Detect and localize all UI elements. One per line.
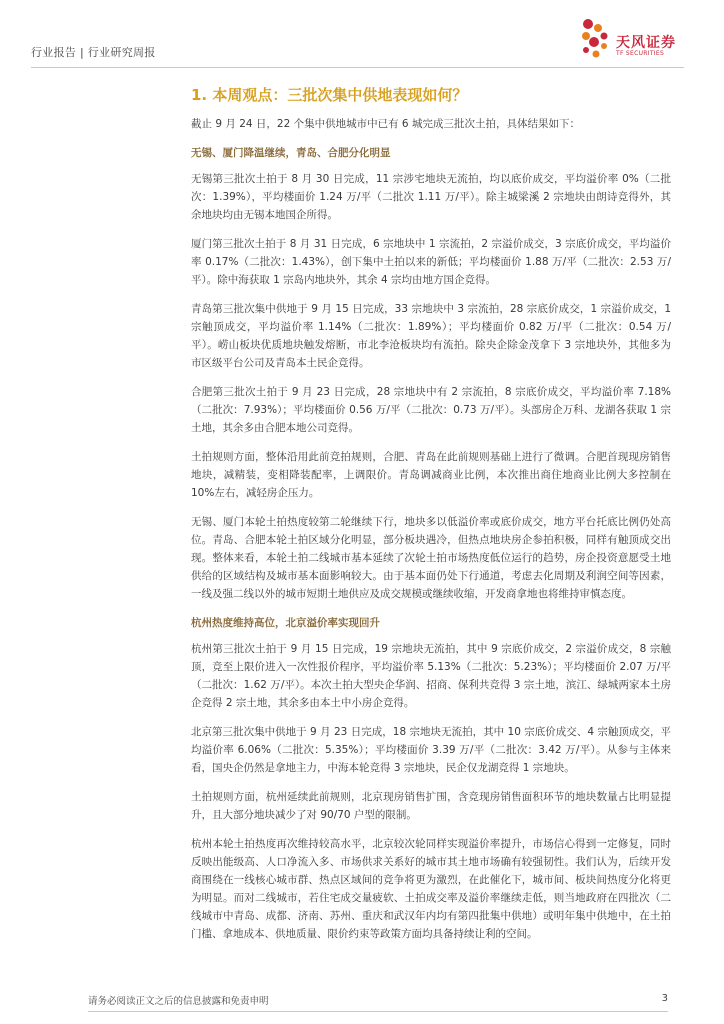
paragraph: 截止 9 月 24 日，22 个集中供地城市中已有 6 城完成三批次土拍，具体结果如下： xyxy=(191,118,580,130)
section-title: 1. 本周观点：三批次集中供地表现如何？ xyxy=(191,86,468,104)
footer-disclaimer: 请务必阅读正文之后的信息披露和免责申明 xyxy=(88,996,269,1007)
header-divider xyxy=(31,67,684,68)
paragraph: 土拍规则方面，整体沿用此前竞拍规则，合肥、青岛在此前规则基础上进行了微调。合肥首现现房销售地块，减精装，变相降装配率，上调限价。青岛调减商业比例，本次推出商住地商业比例大多控制在 10%左右，减轻房企压力。 xyxy=(191,451,671,499)
paragraph: 青岛第三批次集中供地于 9 月 15 日完成，33 宗地块中 3 宗流拍，28 宗底价成交，1 宗溢价成交，1 宗触顶成交，平均溢价率 1.14%（二批次：1.89%）；平均楼面价 0.82 万/平（二批次：0.54 万/平）。崂山板块优质地块触发熔断，市北李沧板块均有流拍。除央企除金茂拿下 3 宗地块外，其他多为市区级平台公司及青岛本土民企竞得。 xyxy=(191,303,671,369)
paragraph: 北京第三批次集中供地于 9 月 23 日完成，18 宗地块无流拍，其中 10 宗底价成交、4 宗触顶成交，平均溢价率 6.06%（二批次：5.35%）；平均楼面价 3.39 万/平（二批次：3.42 万/平）。从参与主体来看，国央企仍然是拿地主力，中海本轮竞得 3 宗地块，民企仅龙湖竞得 1 宗地块。 xyxy=(191,726,671,774)
paragraph: 杭州本轮土拍热度再次维持较高水平，北京较次轮同样实现溢价率提升，市场信心得到一定修复，同时反映出能级高、人口净流入多、市场供求关系好的城市其土地市场确有较强韧性。我们认为，后续开发商围绕在一线核心城市群、热点区域间的竞争将更为激烈，在此催化下，城市间、板块间热度分化将更为明显。而对二线城市，若住宅成交量疲软、土拍成交率及溢价率继续走低，则当地政府在四批次（二线城市中青岛、成都、济南、苏州、重庆和武汉年内均有第四批集中供地）或明年集中供地中，在土拍门槛、拿地成本、供地质量、限价约束等政策方面均具备持续让利的空间。 xyxy=(191,838,671,940)
paragraph-list xyxy=(191,115,671,943)
paragraph: 杭州第三批次土拍于 9 月 15 日完成，19 宗地块无流拍，其中 9 宗底价成交，2 宗溢价成交，8 宗触顶，竞至上限价进入一次性报价程序，平均溢价率 5.13%（二批次：5.23%）；平均楼面价 2.07 万/平（二批次：1.62 万/平）。本次土拍大型央企华润、招商、保利共竞得 3 宗土地，滨江、绿城两家本土房企竞得 2 宗土地，其余多由本土中小房企竞得。 xyxy=(191,643,671,709)
logo-text: 天风证券 xyxy=(616,35,676,51)
tf-logo-icon xyxy=(578,14,612,62)
paragraph: 土拍规则方面，杭州延续此前规则，北京现房销售扩围，含竞现房销售面积环节的地块数量占比明显提升，且大部分地块减少了对 90/70 户型的限制。 xyxy=(191,791,671,821)
main-content xyxy=(191,84,671,954)
paragraph: 无锡、厦门本轮土拍热度较第二轮继续下行，地块多以低溢价率或底价成交，地方平台托底比例仍处高位。青岛、合肥本轮土拍区域分化明显，部分板块遇冷，但热点地块房企参拍积极，同样有触顶成交出现。整体来看，本轮土拍二线城市基本延续了次轮土拍市场热度低位运行的趋势，房企投资意愿受土地供给的区域结构及城市基本面影响较大。由于基本面仍处下行通道，考虑去化周期及利润空间等因素，一线及强二线以外的城市短期土地供应及成交规模或继续收缩，开发商拿地也将维持审慎态度。 xyxy=(191,516,671,600)
paragraph: 合肥第三批次土拍于 9 月 23 日完成，28 宗地块中有 2 宗流拍，8 宗底价成交，平均溢价率 7.18%（二批次：7.93%）；平均楼面价 0.56 万/平（二批次：0.73 万/平）。头部房企万科、龙湖各获取 1 宗土地，其余多由合肥本地公司竞得。 xyxy=(191,386,671,434)
paragraph: 厦门第三批次土拍于 8 月 31 日完成，6 宗地块中 1 宗流拍，2 宗溢价成交，3 宗底价成交，平均溢价率 0.17%（二批次：1.43%），创下集中土拍以来的新低；平均楼面价 1.88 万/平（二批次：2.53 万/平）。除中海获取 1 宗岛内地块外，其余 4 宗均由地方国企竞得。 xyxy=(191,238,671,286)
paragraph: 无锡第三批次土拍于 8 月 30 日完成，11 宗涉宅地块无流拍，均以底价成交，平均溢价率 0%（二批次：1.39%），平均楼面价 1.24 万/平（二批次 1.11 万/平）。除主城梁溪 2 宗地块由朗诗竞得外，其余地块均由无锡本地国企所得。 xyxy=(191,173,671,221)
breadcrumb: 行业报告 | 行业研究周报 xyxy=(31,46,156,59)
page-header xyxy=(0,0,724,72)
page-number: 3 xyxy=(661,993,668,1004)
footer-divider xyxy=(88,1011,668,1012)
subheading: 无锡、厦门降温继续，青岛、合肥分化明显 xyxy=(191,147,391,159)
company-logo xyxy=(578,14,690,62)
subheading: 杭州热度维持高位，北京溢价率实现回升 xyxy=(191,617,380,629)
logo-subtitle: TF SECURITIES xyxy=(616,50,665,57)
